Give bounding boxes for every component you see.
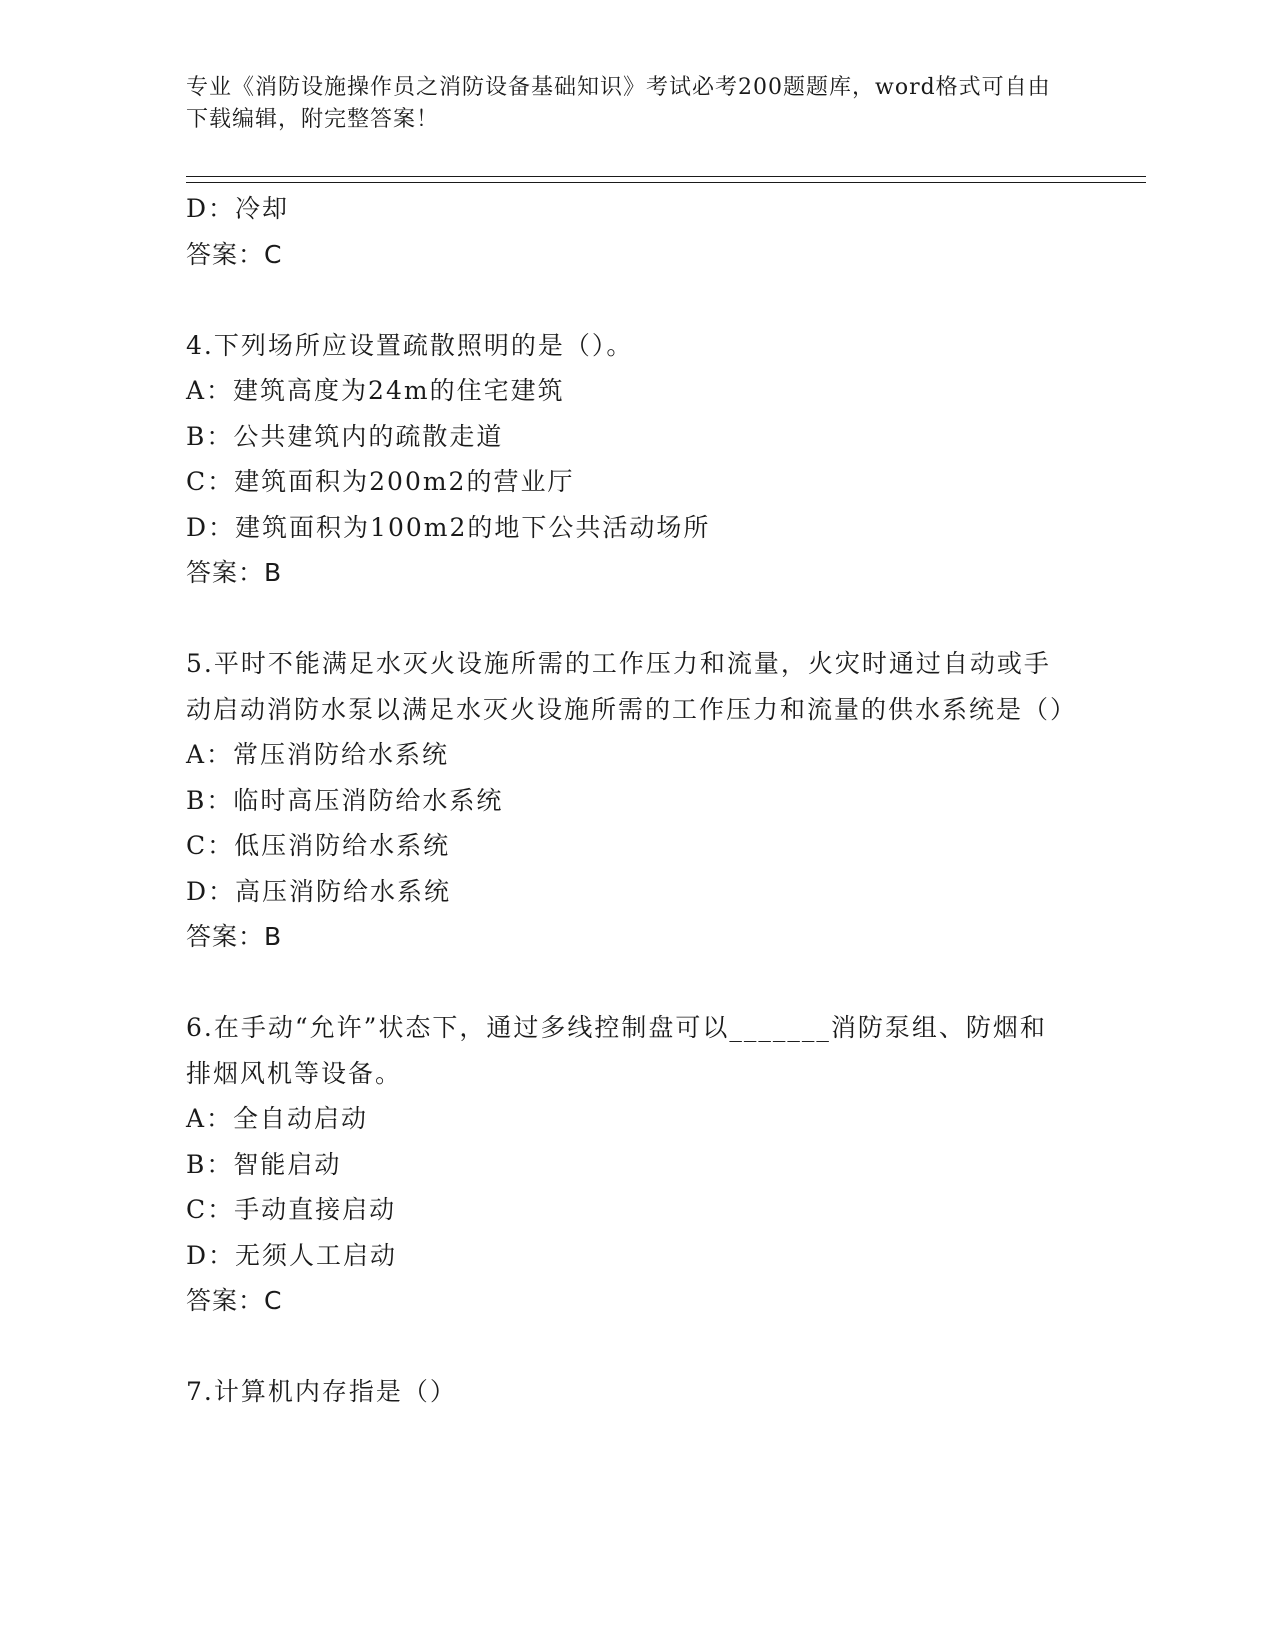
answer-line: 答案：B: [186, 558, 283, 587]
question-stem: 5.平时不能满足水灭火设施所需的工作压力和流量，火灾时通过自动或手动启动消防水泵以满足水灭火设施所需的工作压力和流量的供水系统是（）: [186, 649, 1078, 724]
option-c: C：建筑面积为200m2的营业厅: [186, 467, 575, 496]
option-d: D：冷却: [186, 194, 290, 223]
answer-line: 答案：C: [186, 239, 283, 269]
option-c: C：手动直接启动: [186, 1195, 397, 1224]
option-d: D：无须人工启动: [186, 1240, 398, 1270]
question-stem: 7.计算机内存指是（）: [186, 1377, 457, 1406]
spacer: [186, 960, 1086, 1006]
spacer: [186, 1324, 1086, 1370]
option-b: B：临时高压消防给水系统: [186, 785, 504, 815]
answer-line: 答案：C: [186, 1286, 283, 1315]
question-stem: 4.下列场所应设置疏散照明的是（）。: [186, 330, 634, 360]
spacer: [186, 277, 1086, 323]
document-header: 专业《消防设施操作员之消防设备基础知识》考试必考200题题库，word格式可自由下载编辑，附完整答案！: [186, 75, 1051, 132]
header-divider: [186, 176, 1146, 183]
spacer: [186, 596, 1086, 642]
option-a: A：建筑高度为24m的住宅建筑: [186, 376, 565, 405]
option-d: D：建筑面积为100m2的地下公共活动场所: [186, 512, 711, 542]
option-c: C：低压消防给水系统: [186, 831, 451, 860]
option-a: A：全自动启动: [186, 1104, 369, 1133]
option-d: D：高压消防给水系统: [186, 876, 452, 906]
option-b: B：公共建筑内的疏散走道: [186, 421, 504, 451]
option-a: A：常压消防给水系统: [186, 740, 450, 769]
answer-line: 答案：B: [186, 922, 283, 951]
question-stem: 6.在手动“允许”状态下，通过多线控制盘可以_______消防泵组、防烟和排烟风机等设备。: [186, 1013, 1047, 1088]
option-b: B：智能启动: [186, 1149, 342, 1179]
question-list: [186, 186, 1086, 1415]
